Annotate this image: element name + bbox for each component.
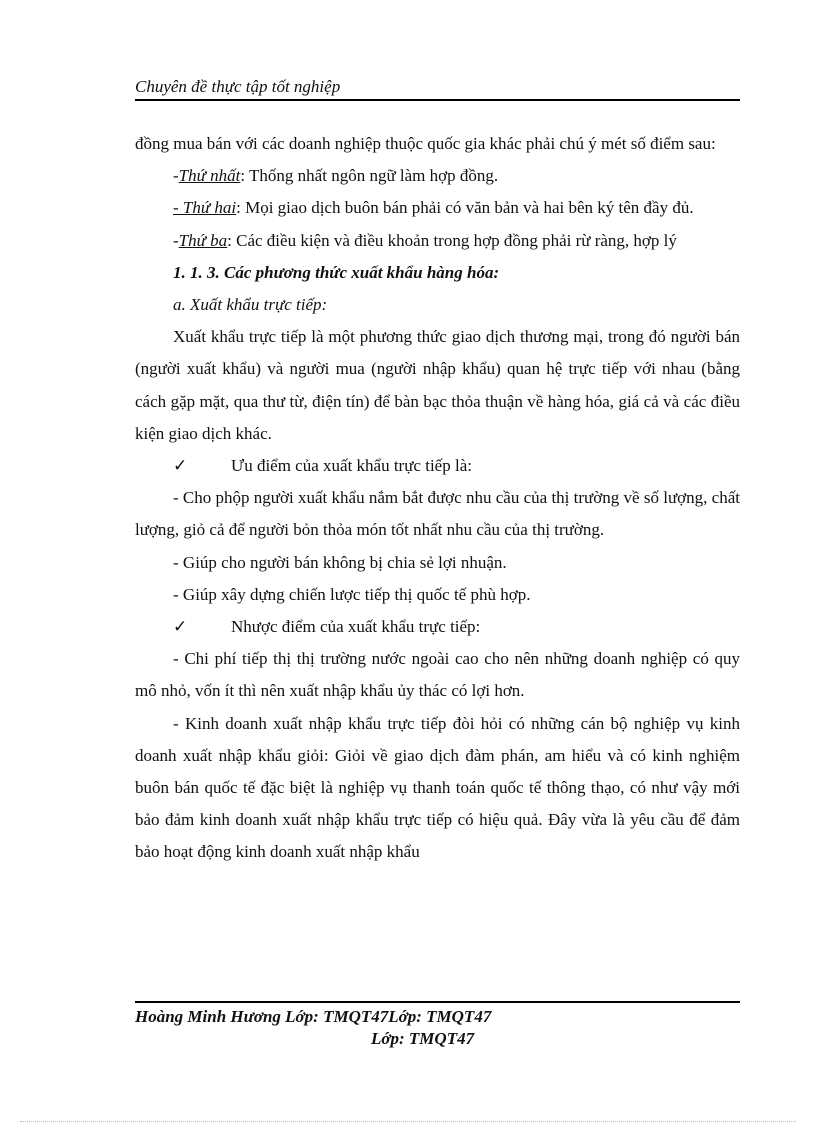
advantage-item: - Giúp cho người bán không bị chia sẻ lợi nhuận. bbox=[173, 552, 507, 572]
item-text-first: : Thống nhất ngôn ngữ làm hợp đồng. bbox=[240, 166, 499, 186]
advantages-title-line bbox=[135, 450, 740, 482]
item-label-first: Thứ nhất bbox=[178, 166, 241, 186]
disadvantages-title: Nhược điểm của xuất khẩu trực tiếp: bbox=[231, 617, 481, 637]
disadvantages-title-line bbox=[135, 611, 740, 643]
subsection-heading: a. Xuất khẩu trực tiếp: bbox=[173, 295, 328, 315]
advantages-title: Ưu điểm của xuất khẩu trực tiếp là: bbox=[231, 456, 472, 476]
paragraph-intro: đồng mua bán với các doanh nghiệp thuộc quốc gia khác phải chú ý mét số điểm sau: bbox=[135, 134, 716, 153]
dash: - bbox=[173, 166, 179, 186]
item-label-second: - Thứ hai bbox=[173, 198, 237, 218]
page-bottom-edge bbox=[20, 1121, 796, 1122]
item-text-third: : Các điều kiện và điều khoản trong hợp đồng phải rừ ràng, hợp lý bbox=[227, 230, 677, 250]
disadvantage-item: - Chi phí tiếp thị thị trường nước ngoài cao cho nên những doanh nghiệp có quy mô nhỏ, vốn ít thì nên xuất nhập khẩu ủy thác có lợi hơn. bbox=[135, 649, 740, 701]
dash: - bbox=[173, 230, 179, 250]
list-item-first bbox=[135, 160, 740, 192]
disadvantage-item: - Kinh doanh xuất nhập khẩu trực tiếp đòi hỏi có những cán bộ nghiệp vụ kinh doanh xuất nhập khẩu giỏi: Giỏi về giao dịch đàm phán, am hiểu và có kinh nghiệm buôn bán quốc tế đặc biệt là nghiệp vụ thanh toán quốc tế thông thạo, có như vậy mới bảo đảm kinh doanh xuất nhập khẩu trực tiếp có hiệu quả. Đây vừa là yêu cầu để đảm bảo hoạt động kinh doanh xuất nhập khẩu bbox=[135, 713, 740, 862]
paragraph-direct-export: Xuất khẩu trực tiếp là một phương thức giao dịch thương mại, trong đó người bán (người xuất khẩu) và người mua (người nhập khẩu) quan hệ trực tiếp với nhau (bằng cách gặp mặt, qua thư từ, điện tín) để bàn bạc thỏa thuận về hàng hóa, giá cả và các điều kiện giao dịch khác. bbox=[135, 327, 740, 443]
page-footer bbox=[135, 1006, 740, 1050]
footer-class-line: Lớp: TMQT47 bbox=[371, 1029, 475, 1048]
page-header-title: Chuyên đề thực tập tốt nghiệp bbox=[135, 77, 341, 96]
item-text-second: : Mọi giao dịch buôn bán phải có văn bản và hai bên ký tên đầy đủ. bbox=[236, 198, 694, 218]
footer-author-line: Hoàng Minh Hương Lớp: TMQT47Lớp: TMQT47 bbox=[135, 1007, 492, 1026]
advantage-item: - Giúp xây dựng chiến lược tiếp thị quốc tế phù hợp. bbox=[173, 584, 531, 604]
header-divider bbox=[135, 99, 740, 101]
footer-divider bbox=[135, 1001, 740, 1003]
checkmark-icon: ✓ bbox=[173, 456, 188, 476]
section-heading: 1. 1. 3. Các phương thức xuất khẩu hàng hóa: bbox=[173, 262, 500, 282]
document-body bbox=[135, 128, 740, 869]
advantage-item: - Cho phộp người xuất khẩu nắm bắt được nhu cầu của thị trường về số lượng, chất lượng, giỏ cả để người bỏn thỏa món tốt nhất nhu cầu của thị trường. bbox=[135, 488, 740, 540]
item-label-third: Thứ ba bbox=[178, 230, 228, 250]
checkmark-icon: ✓ bbox=[173, 617, 188, 637]
list-item-second bbox=[135, 192, 740, 224]
list-item-third bbox=[135, 225, 740, 257]
